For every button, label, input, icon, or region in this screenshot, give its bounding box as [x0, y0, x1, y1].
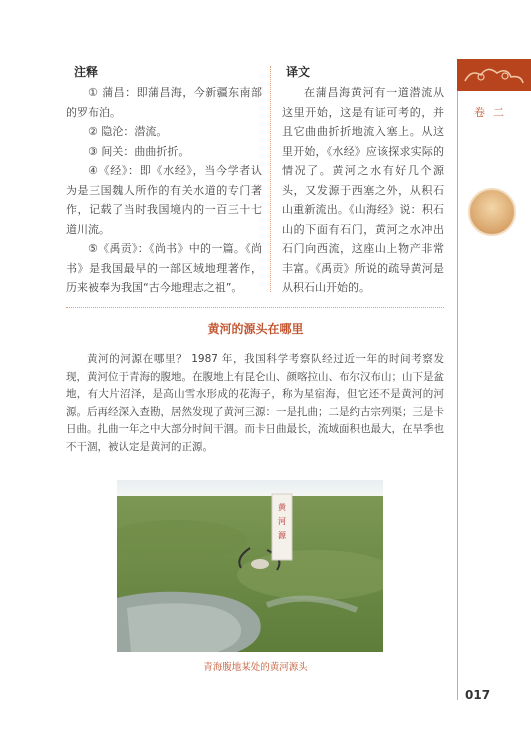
cloud-ornament-icon — [457, 59, 531, 91]
translation-text: 在蒲昌海黄河有一道潜流从这里开始，这是有证可考的，并且它曲曲折折地流入塞上。从这里开始，《水经》应该探求实际的情况了。黄河之水有好几个源头，又发源于西塞之外，从积石山重新流出。《山海经》说：积石山的下面有石门，黄河之水冲出石门向西流，这座山上物产非常丰富。《禹贡》所说的疏导黄河是从积石山开始的。 — [282, 86, 444, 294]
section-title: 黄河的源头在哪里 — [207, 322, 304, 336]
section-divider — [66, 307, 444, 308]
sign-char: 黄 — [278, 503, 286, 512]
section-body: 黄河的河源在哪里？ 1987 年，我国科学考察队经过近一年的时间考察发现，黄河位于青海的腹地。在腹地上有昆仑山、颜喀拉山、布尔汉布山；山下是盆地，有大片沼泽，是高山雪水形成的花海子，称为星宿海，但它还不是黄河的河源。后再经深入查勘，居然发现了黄河三源：一是扎曲；二是约古宗列渠；三是卡日曲。扎曲一年之中大部分时间干涸。而卡日曲最长，流域面积也最大，在旱季也不干涸，被认定是黄河的正源。 — [66, 353, 444, 453]
annotations-heading: 注释 — [74, 65, 99, 79]
annotation-item: ③ 间关：曲曲折折。 — [88, 144, 190, 158]
translation-heading: 译文 — [286, 65, 311, 79]
annotation-item: ② 隐沦：潜流。 — [88, 125, 168, 138]
photo-caption: 青海腹地某处的黄河源头 — [203, 662, 308, 673]
margin-rule — [457, 60, 458, 700]
column-divider — [270, 66, 271, 292]
page-number: 017 — [465, 688, 491, 702]
sign-char: 源 — [278, 531, 286, 540]
sign-char: 河 — [278, 517, 286, 526]
author-portrait — [468, 188, 516, 236]
annotation-item: ⑤《禹贡》：《尚书》中的一篇。《尚书》是我国最早的一部区域地理著作，历来被奉为我国“古今地理志之祖”。 — [66, 242, 262, 294]
volume-label: 卷二 — [474, 106, 512, 119]
chapter-tab — [457, 59, 531, 91]
annotation-item: ① 蒲昌：即蒲昌海，今新疆东南部的罗布泊。 — [66, 86, 262, 119]
annotation-item: ④《经》：即《水经》，当今学者认为是三国魏人所作的有关水道的专门著作，记载了当时我国境内的一百三十七道川流。 — [66, 164, 262, 236]
yellow-river-source-photo — [117, 480, 383, 652]
annotations-list — [66, 83, 262, 298]
